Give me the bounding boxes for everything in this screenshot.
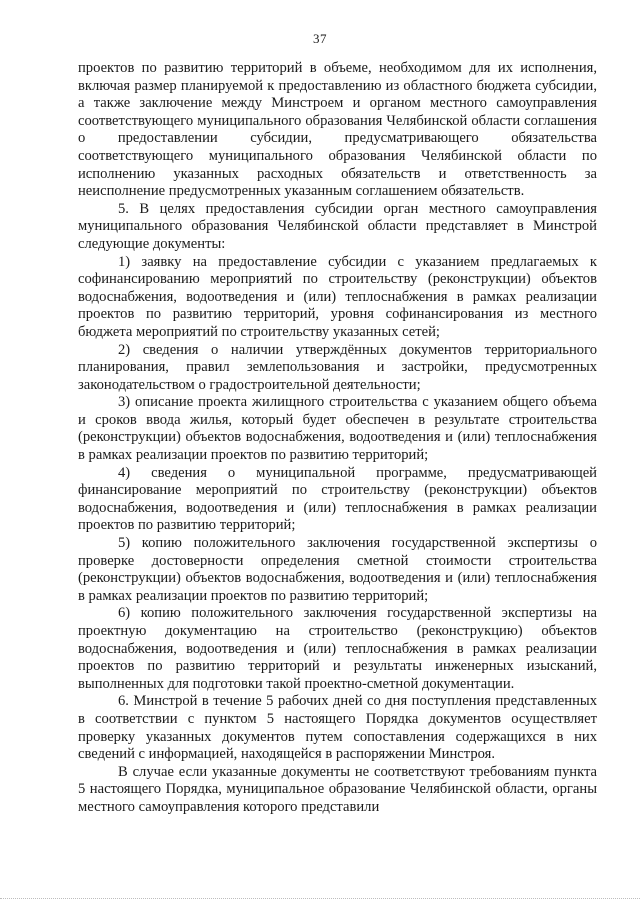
page-number: 37: [313, 31, 327, 46]
paragraph-subitem-4: 4) сведения о муниципальной программе, предусматривающей финансирование мероприятий по строительству (реконструкции) объектов водоснабжения, водоотведения и (или) теплоснабжения в рамках реализации проектов по развитию территорий;: [78, 464, 597, 534]
paragraph-subitem-5: 5) копию положительного заключения государственной экспертизы о проверке достоверности определения сметной стоимости строительства (реконструкции) объектов водоснабжения, водоотведения и (или) теплоснабжения в рамках реализации проектов по развитию территорий;: [78, 535, 597, 604]
paragraph-subitem-1: 1) заявку на предоставление субсидии с указанием предлагаемых к софинансированию мероприятий по строительству (реконструкции) объектов водоснабжения, водоотведения и (или) теплоснабжения в рамках реализации проектов по развитию территорий, уровня софинансирования из местного бюджета мероприятий по строительству указанных сетей;: [78, 253, 597, 340]
paragraph-item-6: 6. Минстрой в течение 5 рабочих дней со дня поступления представленных в соответствии с пунктом 5 настоящего Порядка документов осуществляет проверку указанных документов путем сопоставления содержащихся в них сведений с информацией, находящейся в распоряжении Минстроя.: [78, 693, 597, 763]
paragraph-non-compliance: В случае если указанные документы не соответствуют требованиям пункта 5 настоящего Порядка, муниципальное образование Челябинской области, органы местного самоуправления которого представили: [78, 763, 597, 815]
paragraph-continuation: проектов по развитию территорий в объеме, необходимом для их исполнения, включая размер планируемой к предоставлению из областного бюджета субсидии, а также заключение между Минстроем и органом местного самоуправления соответствующего муниципального образования Челябинской области соглашения о предоставлении субсидии, предусматривающего обязательства соответствующего муниципального образования Челябинской области по исполнению указанных расходных обязательств и ответственность за неисполнение предусмотренных указанным соглашением обязательств.: [78, 60, 597, 200]
paragraph-subitem-6: 6) копию положительного заключения государственной экспертизы на проектную документацию на строительство (реконструкцию) объектов водоснабжения, водоотведения и (или) теплоснабжения в рамках реализации проектов по развитию территорий и результаты инженерных изысканий, выполненных для подготовки такой проектно-сметной документации.: [78, 605, 597, 692]
document-body: [78, 60, 597, 817]
scan-bottom-edge: [0, 898, 640, 899]
paragraph-subitem-3: 3) описание проекта жилищного строительства с указанием общего объема и сроков ввода жилья, который будет обеспечен в результате строительства (реконструкции) объектов водоснабжения, водоотведения и (или) теплоснабжения в рамках реализации проектов по развитию территорий;: [78, 394, 597, 464]
paragraph-subitem-2: 2) сведения о наличии утверждённых документов территориального планирования, правил землепользования и застройки, предусмотренных законодательством о градостроительной деятельности;: [78, 341, 597, 393]
paragraph-item-5: 5. В целях предоставления субсидии орган местного самоуправления муниципального образования Челябинской области представляет в Минстрой следующие документы:: [78, 200, 597, 252]
